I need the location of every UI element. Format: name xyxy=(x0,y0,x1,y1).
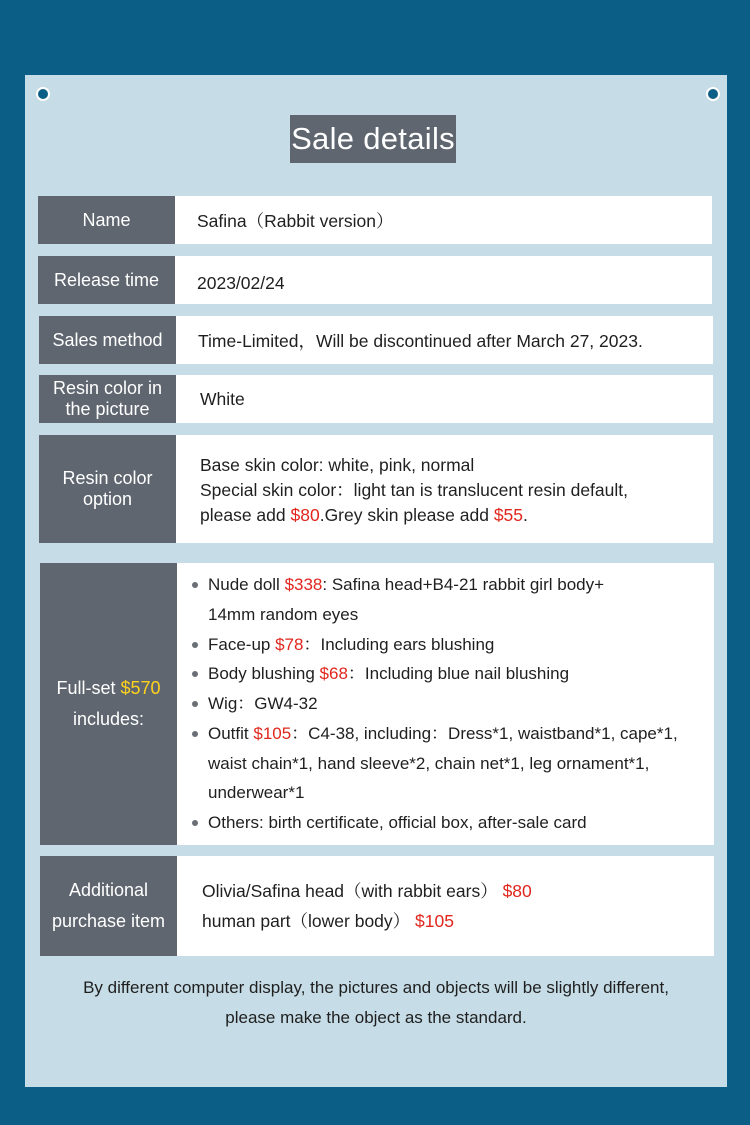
price: $105 xyxy=(253,723,292,743)
includes-item: 14mm random eyes xyxy=(208,605,359,625)
price: $80 xyxy=(290,504,320,525)
price: $55 xyxy=(493,504,524,525)
price: $338 xyxy=(284,575,323,595)
includes-list xyxy=(177,570,714,837)
row-additional-purchase xyxy=(40,856,714,956)
includes-item: underwear*1 xyxy=(208,783,305,803)
row-label: Name xyxy=(38,196,175,244)
row-value: Time-Limited，Will be discontinued after March 27, 2023. xyxy=(176,316,713,364)
resin-option-line: Special skin color：light tan is translucent resin default, xyxy=(200,479,628,500)
price: $105 xyxy=(415,911,454,931)
row-label: Sales method xyxy=(39,316,176,364)
includes-item: Wig：GW4-32 xyxy=(191,689,714,719)
row-full-set xyxy=(40,563,714,845)
row-value: 2023/02/24 xyxy=(175,256,712,304)
resin-option-line: Base skin color: white, pink, normal xyxy=(200,454,475,475)
price: $80 xyxy=(502,881,532,901)
pin-icon xyxy=(36,87,50,101)
row-label: Resin color in the picture xyxy=(39,375,176,423)
row-sales-method xyxy=(39,316,713,364)
price: $570 xyxy=(120,678,161,698)
row-label: Release time xyxy=(38,256,175,304)
row-value xyxy=(177,856,714,956)
row-value: Safina（Rabbit version） xyxy=(175,196,712,244)
includes-item: Nude doll $338: Safina head+B4-21 rabbit girl body+ xyxy=(191,570,714,600)
includes-item: waist chain*1, hand sleeve*2, chain net*1, leg ornament*1, xyxy=(208,753,650,773)
disclaimer xyxy=(25,973,727,1033)
price: $78 xyxy=(275,634,304,654)
disclaimer-line: please make the object as the standard. xyxy=(225,1008,527,1027)
row-value: White xyxy=(176,375,713,423)
row-resin-color-picture xyxy=(39,375,713,423)
additional-item: human part（lower body） $105 xyxy=(202,911,454,931)
page-title: Sale details xyxy=(290,115,456,163)
includes-item: Face-up $78：Including ears blushing xyxy=(191,630,714,660)
row-value xyxy=(177,563,714,845)
row-value xyxy=(176,435,713,543)
sale-details-panel xyxy=(25,75,727,1087)
row-label: Resin color option xyxy=(39,435,176,543)
disclaimer-line: By different computer display, the pictures and objects will be slightly different, xyxy=(83,978,669,997)
includes-item: Body blushing $68：Including blue nail blushing xyxy=(191,659,714,689)
price: $68 xyxy=(319,664,348,684)
row-resin-color-option xyxy=(39,435,713,543)
resin-option-line: please add $80.Grey skin please add $55. xyxy=(200,504,528,525)
row-label: Full-set $570 includes: xyxy=(40,563,177,845)
includes-item: Outfit $105：C4-38, including：Dress*1, waistband*1, cape*1, xyxy=(191,719,714,749)
row-label: Additional purchase item xyxy=(40,856,177,956)
includes-item: Others: birth certificate, official box, after-sale card xyxy=(191,808,714,838)
row-name xyxy=(38,196,712,244)
additional-item: Olivia/Safina head（with rabbit ears） $80 xyxy=(202,881,532,901)
row-release-time xyxy=(38,256,712,304)
pin-icon xyxy=(706,87,720,101)
